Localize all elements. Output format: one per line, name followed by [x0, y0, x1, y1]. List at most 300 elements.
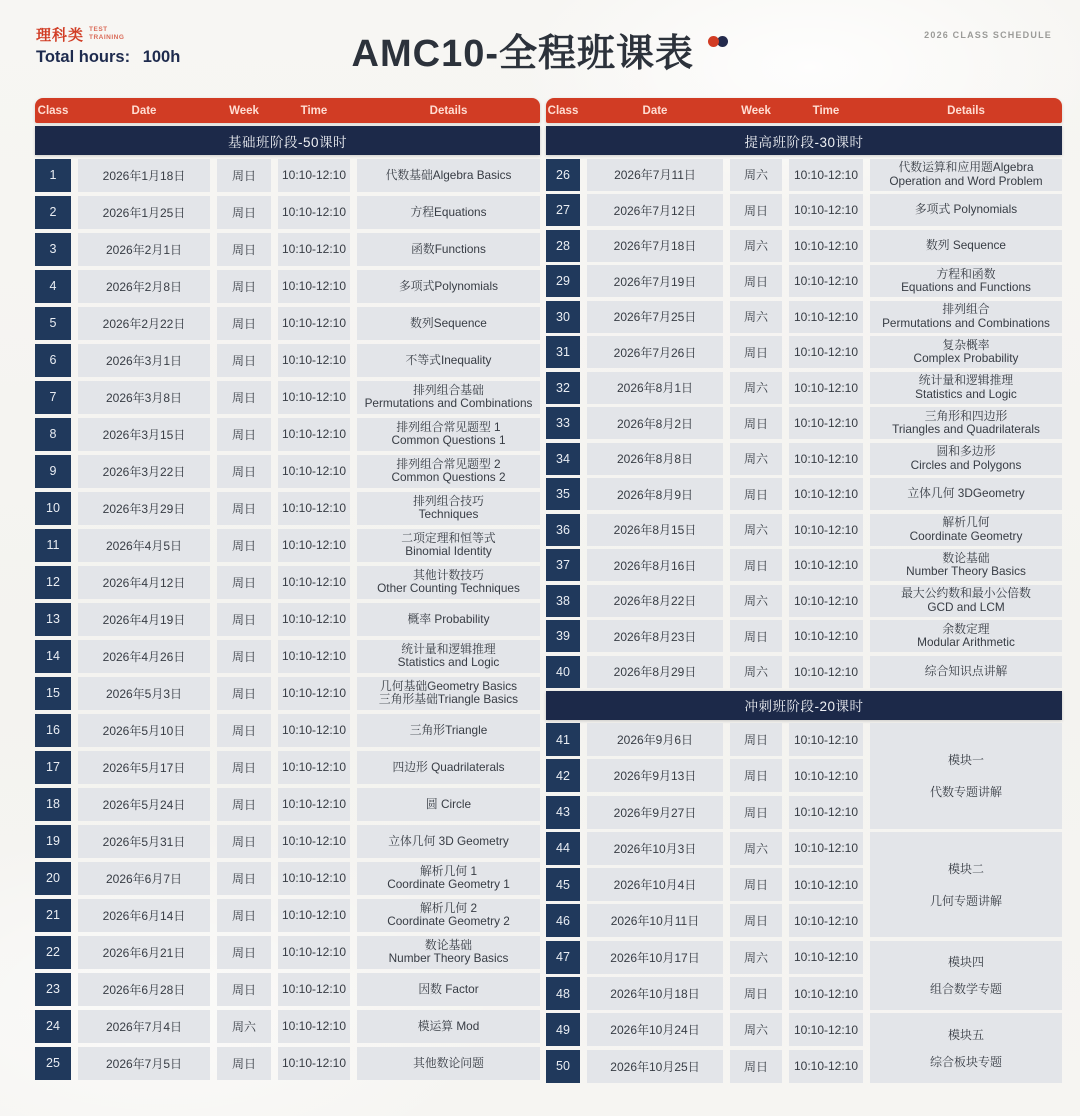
brand-subtitle: TEST TRAINING: [89, 26, 125, 42]
details-line: 排列组合常见题型 2: [396, 456, 501, 471]
class-number-cell: 10: [35, 492, 71, 526]
time-cell: 10:10-12:10: [789, 723, 863, 756]
table-row: [35, 973, 540, 1007]
column-header-class: Class: [37, 104, 69, 117]
week-cell: 周日: [730, 796, 782, 829]
table-row: [35, 751, 540, 785]
time-cell: 10:10-12:10: [278, 714, 350, 748]
table-row: [546, 407, 1062, 439]
week-cell: 周日: [217, 307, 271, 341]
time-cell: 10:10-12:10: [278, 418, 350, 452]
date-cell: 2026年4月19日: [78, 603, 210, 637]
details-cell: [357, 603, 540, 637]
section-bar-basic: 基础班阶段-50课时: [35, 126, 540, 155]
date-cell: 2026年10月3日: [587, 832, 723, 865]
merged-details-cell: [870, 941, 1062, 1010]
details-line: 数论基础: [424, 937, 473, 952]
details-cell: [870, 372, 1062, 404]
details-cell: [870, 443, 1062, 475]
date-cell: 2026年6月21日: [78, 936, 210, 970]
table-row: [35, 825, 540, 859]
class-number-cell: 31: [546, 336, 580, 368]
week-cell: 周日: [730, 1050, 782, 1083]
date-cell: 2026年3月15日: [78, 418, 210, 452]
date-cell: 2026年3月8日: [78, 381, 210, 415]
details-line: Statistics and Logic: [397, 655, 500, 670]
date-cell: 2026年10月18日: [587, 977, 723, 1010]
table-row: [35, 196, 540, 230]
class-number-cell: 7: [35, 381, 71, 415]
table-row: [35, 529, 540, 563]
details-line: Number Theory Basics: [906, 564, 1026, 578]
details-cell: [357, 1010, 540, 1044]
week-cell: 周六: [217, 1010, 271, 1044]
week-cell: 周六: [730, 1013, 782, 1046]
details-line: 立体几何 3D Geometry: [388, 833, 509, 848]
table-row: [35, 1010, 540, 1044]
class-number-cell: 15: [35, 677, 71, 711]
class-number-cell: 40: [546, 656, 580, 688]
details-cell: [870, 265, 1062, 297]
class-number-cell: 46: [546, 904, 580, 937]
class-number-cell: 32: [546, 372, 580, 404]
week-cell: 周日: [217, 529, 271, 563]
date-cell: 2026年4月12日: [78, 566, 210, 600]
details-line: Number Theory Basics: [388, 951, 509, 966]
time-cell: 10:10-12:10: [789, 194, 863, 226]
details-line: 综合知识点讲解: [924, 663, 1008, 678]
time-cell: 10:10-12:10: [789, 759, 863, 792]
time-cell: 10:10-12:10: [278, 973, 350, 1007]
class-number-cell: 36: [546, 514, 580, 546]
table-row: [35, 566, 540, 600]
section-bar-sprint: 冲刺班阶段-20课时: [546, 691, 1062, 720]
details-line: 排列组合基础: [413, 382, 484, 397]
week-cell: 周日: [217, 751, 271, 785]
details-line: Complex Probability: [913, 351, 1019, 365]
week-cell: 周日: [217, 973, 271, 1007]
details-line: Permutations and Combinations: [364, 396, 533, 411]
details-line: 排列组合: [942, 302, 990, 316]
time-cell: 10:10-12:10: [789, 159, 863, 191]
table-row: [546, 265, 1062, 297]
details-line: Circles and Polygons: [910, 457, 1022, 472]
details-line: GCD and LCM: [927, 599, 1005, 614]
time-cell: 10:10-12:10: [278, 270, 350, 304]
class-number-cell: 5: [35, 307, 71, 341]
class-number-cell: 24: [35, 1010, 71, 1044]
time-cell: 10:10-12:10: [278, 1047, 350, 1081]
details-cell: [357, 566, 540, 600]
details-line: 排列组合技巧: [413, 493, 484, 508]
advanced-sprint-table: [546, 98, 1062, 1083]
date-cell: 2026年5月17日: [78, 751, 210, 785]
time-cell: 10:10-12:10: [278, 640, 350, 674]
date-cell: 2026年8月15日: [587, 514, 723, 546]
merged-details-cell: [870, 1013, 1062, 1082]
time-cell: 10:10-12:10: [789, 265, 863, 297]
column-header-class: Class: [547, 104, 579, 117]
details-cell: [357, 196, 540, 230]
table-row: [35, 899, 540, 933]
class-number-cell: 41: [546, 723, 580, 756]
details-line: 综合板块专题: [929, 1055, 1002, 1070]
table-row: [546, 478, 1062, 510]
date-cell: 2026年8月23日: [587, 620, 723, 652]
merged-details-cell: [870, 832, 1062, 938]
details-cell: [870, 478, 1062, 510]
column-header-details: Details: [429, 104, 468, 117]
week-cell: 周六: [730, 832, 782, 865]
title-area: [0, 34, 1080, 76]
date-cell: 2026年2月1日: [78, 233, 210, 267]
class-number-cell: 38: [546, 585, 580, 617]
class-number-cell: 35: [546, 478, 580, 510]
details-line: 因数 Factor: [418, 981, 479, 996]
date-cell: 2026年7月19日: [587, 265, 723, 297]
week-cell: 周六: [730, 941, 782, 974]
time-cell: 10:10-12:10: [789, 868, 863, 901]
details-cell: [357, 1047, 540, 1081]
class-number-cell: 33: [546, 407, 580, 439]
week-cell: 周日: [217, 677, 271, 711]
details-cell: [357, 492, 540, 526]
time-cell: 10:10-12:10: [278, 381, 350, 415]
date-cell: 2026年10月25日: [587, 1050, 723, 1083]
table-row: [546, 868, 863, 901]
details-line: Techniques: [418, 507, 479, 522]
date-cell: 2026年8月1日: [587, 372, 723, 404]
details-line: 解析几何 1: [419, 863, 478, 878]
date-cell: 2026年10月11日: [587, 904, 723, 937]
time-cell: 10:10-12:10: [789, 514, 863, 546]
date-cell: 2026年7月18日: [587, 230, 723, 262]
week-cell: 周日: [730, 336, 782, 368]
week-cell: 周六: [730, 514, 782, 546]
details-cell: [870, 230, 1062, 262]
details-line: 模块二: [947, 862, 984, 877]
sprint-merged-details: [870, 723, 1062, 1083]
table-row: [35, 418, 540, 452]
time-cell: 10:10-12:10: [278, 233, 350, 267]
navy-dot-icon: [717, 36, 728, 47]
details-line: Coordinate Geometry: [909, 528, 1023, 543]
date-cell: 2026年1月18日: [78, 159, 210, 193]
class-number-cell: 16: [35, 714, 71, 748]
date-cell: 2026年5月24日: [78, 788, 210, 822]
time-cell: 10:10-12:10: [789, 443, 863, 475]
week-cell: 周日: [730, 478, 782, 510]
week-cell: 周日: [217, 492, 271, 526]
class-number-cell: 48: [546, 977, 580, 1010]
details-cell: [357, 418, 540, 452]
table-row: [35, 233, 540, 267]
week-cell: 周日: [730, 620, 782, 652]
class-number-cell: 25: [35, 1047, 71, 1081]
class-number-cell: 17: [35, 751, 71, 785]
table-row: [546, 1013, 863, 1046]
class-number-cell: 26: [546, 159, 580, 191]
week-cell: 周日: [217, 159, 271, 193]
details-line: 数列 Sequence: [925, 237, 1006, 252]
section-bar-advanced: 提高班阶段-30课时: [546, 126, 1062, 155]
date-cell: 2026年8月29日: [587, 656, 723, 688]
time-cell: 10:10-12:10: [278, 677, 350, 711]
week-cell: 周日: [730, 265, 782, 297]
table-row: [546, 443, 1062, 475]
brand-logo: 理科类: [36, 27, 85, 44]
date-cell: 2026年8月22日: [587, 585, 723, 617]
class-number-cell: 49: [546, 1013, 580, 1046]
table-row: [546, 514, 1062, 546]
time-cell: 10:10-12:10: [278, 603, 350, 637]
class-number-cell: 18: [35, 788, 71, 822]
date-cell: 2026年7月5日: [78, 1047, 210, 1081]
table-row: [35, 640, 540, 674]
week-cell: 周日: [217, 862, 271, 896]
details-line: Common Questions 1: [391, 433, 506, 448]
date-cell: 2026年8月2日: [587, 407, 723, 439]
table-row: [546, 759, 863, 792]
class-number-cell: 9: [35, 455, 71, 489]
table-row: [35, 492, 540, 526]
table-row: [546, 194, 1062, 226]
date-cell: 2026年1月25日: [78, 196, 210, 230]
table-row: [35, 159, 540, 193]
details-cell: [870, 301, 1062, 333]
date-cell: 2026年8月8日: [587, 443, 723, 475]
class-number-cell: 19: [35, 825, 71, 859]
sprint-section: [546, 723, 1062, 1083]
details-line: 排列组合常见题型 1: [396, 419, 501, 434]
details-cell: [357, 381, 540, 415]
week-cell: 周日: [730, 549, 782, 581]
week-cell: 周日: [730, 868, 782, 901]
time-cell: 10:10-12:10: [278, 862, 350, 896]
table-row: [35, 270, 540, 304]
time-cell: 10:10-12:10: [789, 832, 863, 865]
details-line: 四边形 Quadrilaterals: [392, 759, 505, 774]
week-cell: 周日: [217, 640, 271, 674]
table-row: [546, 723, 863, 756]
week-cell: 周六: [730, 372, 782, 404]
details-cell: [357, 529, 540, 563]
details-line: 模块五: [947, 1028, 984, 1043]
details-line: 二项定理和恒等式: [401, 530, 496, 545]
date-cell: 2026年8月16日: [587, 549, 723, 581]
table-row: [546, 656, 1062, 688]
details-cell: [870, 194, 1062, 226]
details-line: Equations and Functions: [901, 280, 1031, 294]
date-cell: 2026年5月10日: [78, 714, 210, 748]
merged-details-cell: [870, 723, 1062, 829]
class-number-cell: 20: [35, 862, 71, 896]
schedule-year-label: 2026 CLASS SCHEDULE: [924, 30, 1052, 40]
class-number-cell: 8: [35, 418, 71, 452]
time-cell: 10:10-12:10: [278, 751, 350, 785]
week-cell: 周六: [730, 159, 782, 191]
table-header-row: [546, 98, 1062, 123]
time-cell: 10:10-12:10: [278, 529, 350, 563]
table-row: [35, 714, 540, 748]
date-cell: 2026年7月12日: [587, 194, 723, 226]
table-row: [35, 381, 540, 415]
time-cell: 10:10-12:10: [789, 585, 863, 617]
details-line: 概率 Probability: [407, 611, 490, 626]
time-cell: 10:10-12:10: [278, 159, 350, 193]
total-hours-value: 100h: [142, 48, 181, 66]
details-line: Operation and Word Problem: [889, 173, 1043, 188]
details-line: Binomial Identity: [405, 544, 492, 559]
details-cell: [870, 407, 1062, 439]
week-cell: 周六: [730, 301, 782, 333]
table-row: [35, 344, 540, 378]
time-cell: 10:10-12:10: [789, 941, 863, 974]
class-number-cell: 37: [546, 549, 580, 581]
week-cell: 周日: [730, 977, 782, 1010]
date-cell: 2026年10月4日: [587, 868, 723, 901]
details-cell: [357, 714, 540, 748]
time-cell: 10:10-12:10: [278, 936, 350, 970]
class-number-cell: 50: [546, 1050, 580, 1083]
date-cell: 2026年3月1日: [78, 344, 210, 378]
class-number-cell: 1: [35, 159, 71, 193]
table-row: [35, 862, 540, 896]
class-number-cell: 27: [546, 194, 580, 226]
details-line: 组合数学专题: [929, 982, 1002, 997]
table-row: [546, 620, 1062, 652]
class-number-cell: 2: [35, 196, 71, 230]
date-cell: 2026年7月26日: [587, 336, 723, 368]
date-cell: 2026年10月24日: [587, 1013, 723, 1046]
details-cell: [357, 899, 540, 933]
week-cell: 周日: [217, 566, 271, 600]
details-cell: [357, 936, 540, 970]
date-cell: 2026年2月8日: [78, 270, 210, 304]
table-row: [546, 549, 1062, 581]
date-cell: 2026年6月28日: [78, 973, 210, 1007]
time-cell: 10:10-12:10: [789, 336, 863, 368]
date-cell: 2026年6月14日: [78, 899, 210, 933]
week-cell: 周日: [217, 381, 271, 415]
week-cell: 周六: [730, 230, 782, 262]
table-row: [546, 941, 863, 974]
advanced-rows: [546, 159, 1062, 688]
table-row: [546, 585, 1062, 617]
details-cell: [357, 344, 540, 378]
details-line: 三角形基础Triangle Basics: [378, 692, 519, 707]
basic-rows: [35, 159, 540, 1081]
week-cell: 周日: [217, 825, 271, 859]
details-line: 多项式Polynomials: [399, 278, 498, 293]
week-cell: 周日: [217, 270, 271, 304]
time-cell: 10:10-12:10: [278, 788, 350, 822]
time-cell: 10:10-12:10: [789, 372, 863, 404]
class-number-cell: 14: [35, 640, 71, 674]
class-number-cell: 28: [546, 230, 580, 262]
date-cell: 2026年3月29日: [78, 492, 210, 526]
details-cell: [870, 549, 1062, 581]
table-row: [546, 977, 863, 1010]
time-cell: 10:10-12:10: [789, 230, 863, 262]
details-line: Modular Arithmetic: [917, 635, 1015, 649]
date-cell: 2026年3月22日: [78, 455, 210, 489]
date-cell: 2026年10月17日: [587, 941, 723, 974]
date-cell: 2026年7月11日: [587, 159, 723, 191]
time-cell: 10:10-12:10: [278, 492, 350, 526]
details-line: 几何基础Geometry Basics: [379, 678, 517, 693]
date-cell: 2026年5月31日: [78, 825, 210, 859]
time-cell: 10:10-12:10: [278, 196, 350, 230]
page-title: AMC10-全程班课表: [351, 33, 694, 75]
class-number-cell: 34: [546, 443, 580, 475]
table-row: [546, 832, 863, 865]
details-line: Coordinate Geometry 2: [387, 914, 510, 929]
details-line: 数论基础: [942, 550, 990, 565]
date-cell: 2026年2月22日: [78, 307, 210, 341]
table-row: [546, 159, 1062, 191]
date-cell: 2026年6月7日: [78, 862, 210, 896]
details-cell: [357, 233, 540, 267]
time-cell: 10:10-12:10: [789, 301, 863, 333]
class-number-cell: 22: [35, 936, 71, 970]
week-cell: 周日: [730, 723, 782, 756]
class-number-cell: 47: [546, 941, 580, 974]
details-line: 复杂概率: [942, 337, 990, 352]
week-cell: 周日: [217, 788, 271, 822]
details-line: 其他计数技巧: [413, 567, 484, 582]
details-line: 解析几何 2: [419, 900, 478, 915]
details-line: 余数定理: [942, 621, 990, 636]
time-cell: 10:10-12:10: [789, 549, 863, 581]
table-row: [546, 1050, 863, 1083]
details-cell: [357, 862, 540, 896]
details-line: 几何专题讲解: [929, 894, 1002, 909]
week-cell: 周日: [217, 899, 271, 933]
details-cell: [870, 585, 1062, 617]
table-row: [35, 1047, 540, 1081]
details-line: Triangles and Quadrilaterals: [892, 422, 1040, 436]
details-cell: [357, 640, 540, 674]
details-line: 不等式Inequality: [405, 352, 492, 367]
table-row: [35, 455, 540, 489]
details-line: 最大公约数和最小公倍数: [901, 586, 1031, 600]
details-line: 模运算 Mod: [417, 1018, 480, 1033]
time-cell: 10:10-12:10: [278, 1010, 350, 1044]
week-cell: 周日: [217, 936, 271, 970]
table-row: [35, 677, 540, 711]
date-cell: 2026年9月27日: [587, 796, 723, 829]
details-line: 方程和函数: [936, 266, 996, 281]
week-cell: 周日: [217, 344, 271, 378]
time-cell: 10:10-12:10: [789, 796, 863, 829]
title-dots: [708, 36, 728, 47]
week-cell: 周六: [730, 443, 782, 475]
table-row: [546, 230, 1062, 262]
details-cell: [870, 159, 1062, 191]
table-row: [35, 788, 540, 822]
details-line: 代数专题讲解: [929, 785, 1002, 800]
details-line: 函数Functions: [411, 241, 486, 256]
details-line: 其他数论问题: [413, 1055, 484, 1070]
class-number-cell: 45: [546, 868, 580, 901]
column-header-details: Details: [947, 104, 985, 117]
details-line: Other Counting Techniques: [377, 581, 520, 596]
week-cell: 周日: [217, 455, 271, 489]
details-line: 模块四: [947, 955, 984, 970]
details-cell: [357, 788, 540, 822]
column-header-week: Week: [741, 104, 771, 117]
